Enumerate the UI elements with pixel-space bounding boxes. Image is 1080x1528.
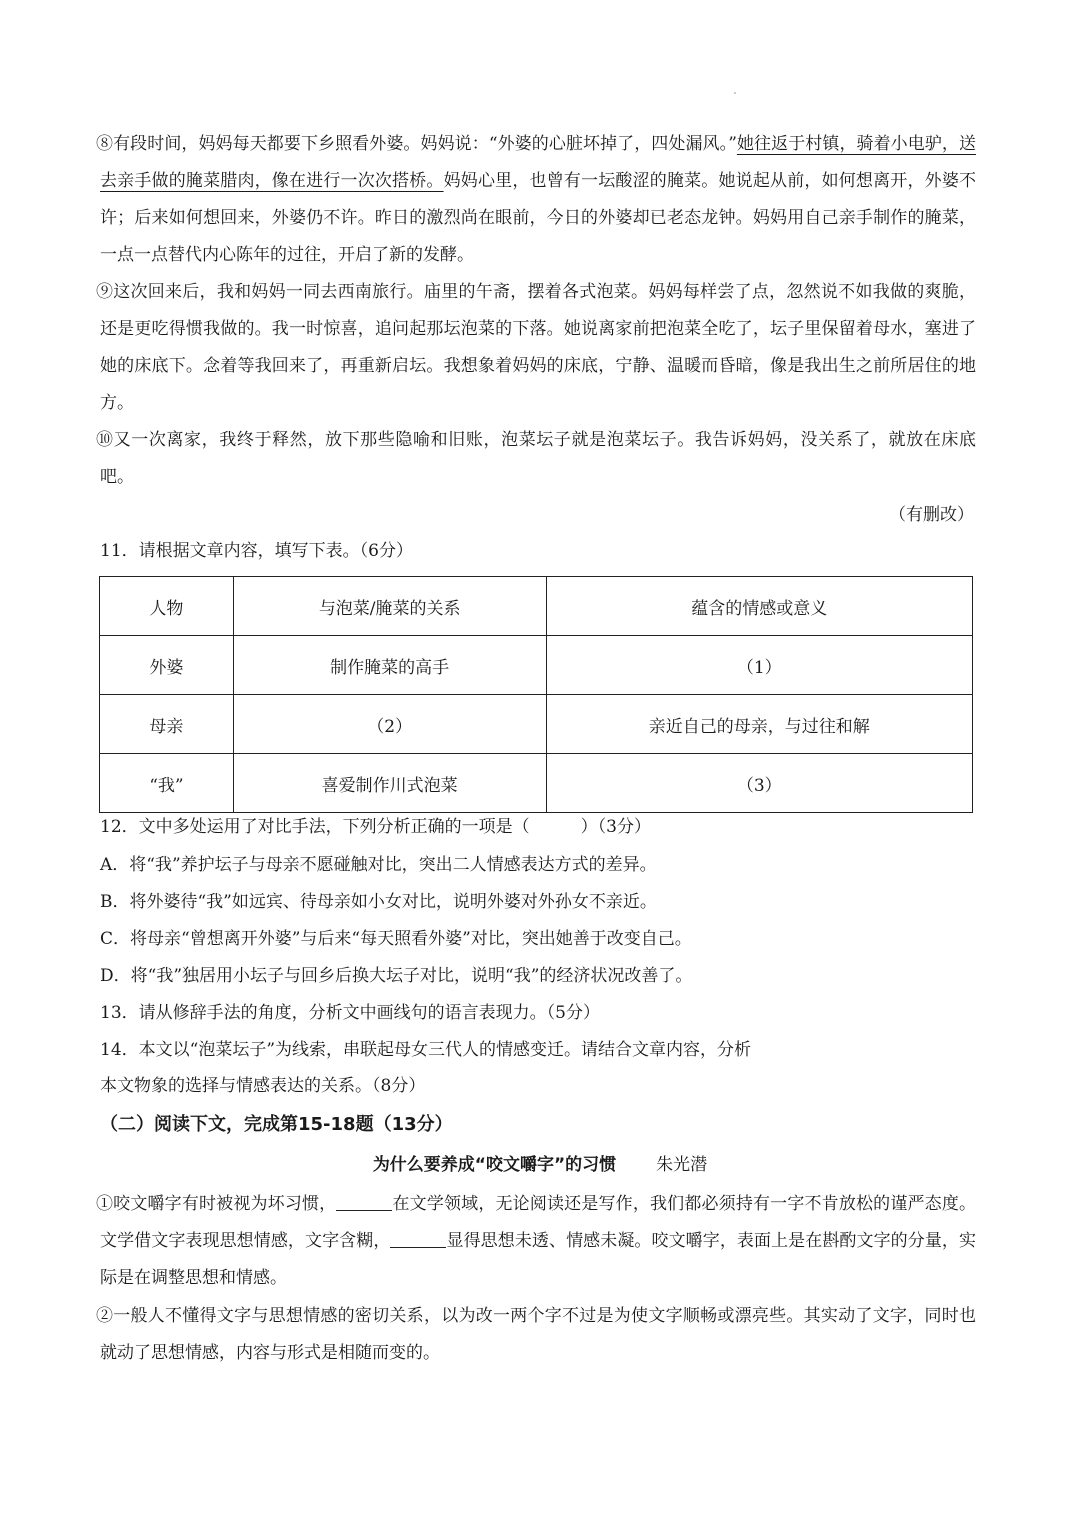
scan-speck bbox=[734, 92, 736, 94]
table-cell-blank[interactable]: （3） bbox=[546, 754, 973, 813]
edited-note: （有删改） bbox=[889, 505, 974, 525]
option-d[interactable]: D．将“我”独居用小坛子与回乡后换大坛子对比，说明“我”的经济状况改善了。 bbox=[100, 966, 693, 986]
option-a[interactable]: A．将“我”养护坛子与母亲不愿碰触对比，突出二人情感表达方式的差异。 bbox=[100, 855, 657, 875]
underlined-sentence: 她往返于村镇，骑着小电驴，送去亲手做的腌菜腊肉，像在进行一次次搭桥。 bbox=[100, 134, 976, 191]
option-c[interactable]: C．将母亲“曾想离开外婆”与后来“每天照看外婆”对比，突出她善于改变自己。 bbox=[100, 929, 692, 949]
table-row bbox=[100, 754, 973, 813]
section-2-title: （二）阅读下文，完成第15-18题（13分） bbox=[100, 1114, 453, 1135]
article-title: 为什么要养成“咬文嚼字”的习惯 bbox=[372, 1155, 617, 1175]
article-p1-part-c: 显得思想未透、情感未凝。咬文嚼字，表面上是在斟酌文字的分量，实际是在调整思想和情感。 bbox=[100, 1231, 977, 1288]
article-author: 朱光潜 bbox=[656, 1155, 708, 1175]
article-p1-part-a: ①咬文嚼字有时被视为坏习惯， bbox=[96, 1194, 337, 1214]
table-header: 与泡菜/腌菜的关系 bbox=[233, 577, 546, 636]
article-title-line bbox=[0, 1150, 1080, 1180]
article-p1-part-b: 在文学领域，无论阅读还是写作，我们都必须持有一字不肯放松的谨严态度。文学借文字表现思想情感，文字含糊， bbox=[100, 1194, 977, 1251]
fill-blank-2[interactable] bbox=[390, 1229, 446, 1248]
table-cell-blank[interactable]: （2） bbox=[233, 695, 546, 754]
table-cell: 母亲 bbox=[100, 695, 234, 754]
table-header-row bbox=[100, 577, 973, 636]
table-cell-blank[interactable]: （1） bbox=[546, 636, 973, 695]
question-13-prompt: 13．请从修辞手法的角度，分析文中画线句的语言表现力。（5分） bbox=[100, 1003, 600, 1023]
paragraph-10: ⑩又一次离家，我终于释然，放下那些隐喻和旧账，泡菜坛子就是泡菜坛子。我告诉妈妈，没关系了，就放在床底吧。 bbox=[96, 430, 976, 487]
article-paragraph-2: ②一般人不懂得文字与思想情感的密切关系，以为改一两个字不过是为使文字顺畅或漂亮些。其实动了文字，同时也就动了思想情感，内容与形式是相随而变的。 bbox=[96, 1306, 976, 1363]
question-14-line-1: 14．本文以“泡菜坛子”为线索，串联起母女三代人的情感变迁。请结合文章内容，分析 bbox=[100, 1040, 752, 1060]
paragraph-9: ⑨这次回来后，我和妈妈一同去西南旅行。庙里的午斋，摆着各式泡菜。妈妈每样尝了点，忽然说不如我做的爽脆，还是更吃得惯我做的。我一时惊喜，追问起那坛泡菜的下落。她说离家前把泡菜全吃了，坛子里保留着母水，塞进了她的床底下。念着等我回来了，再重新启坛。我想象着妈妈的床底，宁静、温暖而昏暗，像是我出生之前所居住的地方。 bbox=[96, 282, 976, 413]
table-cell: “我” bbox=[100, 754, 234, 813]
table-cell: 外婆 bbox=[100, 636, 234, 695]
table-cell: 喜爱制作川式泡菜 bbox=[233, 754, 546, 813]
table-row bbox=[100, 695, 973, 754]
answer-table bbox=[99, 576, 973, 813]
paragraph-8 bbox=[96, 126, 977, 274]
table-header: 人物 bbox=[100, 577, 234, 636]
fill-blank-1[interactable] bbox=[336, 1192, 392, 1211]
table-cell: 亲近自己的母亲，与过往和解 bbox=[546, 695, 973, 754]
option-b[interactable]: B．将外婆待“我”如远宾、待母亲如小女对比，说明外婆对外孙女不亲近。 bbox=[100, 892, 657, 912]
paragraph-8-text: ⑧有段时间，妈妈每天都要下乡照看外婆。妈妈说：“外婆的心脏坏掉了，四处漏风。” bbox=[96, 134, 737, 154]
table-header: 蕴含的情感或意义 bbox=[546, 577, 973, 636]
question-12-prompt: 12．文中多处运用了对比手法，下列分析正确的一项是（ ）（3分） bbox=[100, 817, 651, 837]
article-paragraph-1 bbox=[96, 1186, 977, 1297]
question-14-line-2: 本文物象的选择与情感表达的关系。（8分） bbox=[100, 1076, 426, 1096]
table-row bbox=[100, 636, 973, 695]
table-cell: 制作腌菜的高手 bbox=[233, 636, 546, 695]
paragraph-8-text-rest: 妈妈心里，也曾有一坛酸涩的腌菜。她说起从前，如何想离开，外婆不许；后来如何想回来，外婆仍不许。昨日的激烈尚在眼前，今日的外婆却已老态龙钟。妈妈用自己亲手制作的腌菜，一点一点替代内心陈年的过往，开启了新的发酵。 bbox=[100, 171, 977, 265]
question-11-prompt: 11．请根据文章内容，填写下表。（6分） bbox=[100, 541, 413, 561]
